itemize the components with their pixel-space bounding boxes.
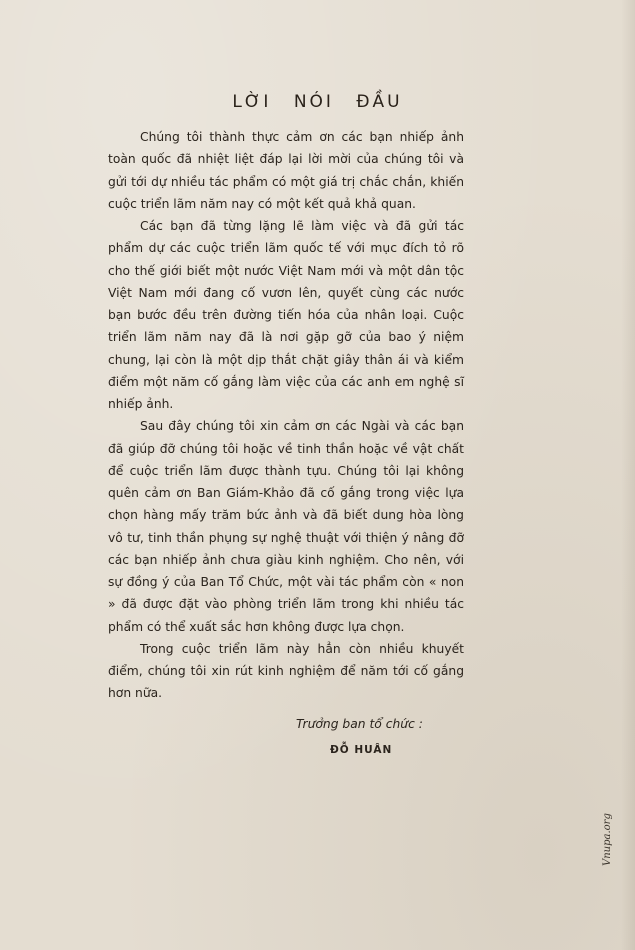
paragraph: Chúng tôi thành thực cảm ơn các bạn nhiếp ảnh toàn quốc đã nhiệt liệt đáp lại lời mời của chúng tôi và gửi tới dự nhiều tác phẩm có một giá trị chắc chắn, khiến cuộc triển lãm năm nay có một kết quả khả quan. <box>108 130 464 211</box>
page-title: LỜI NÓI ĐẦU <box>232 92 403 112</box>
page-edge-shadow <box>621 0 635 950</box>
paragraph: Sau đây chúng tôi xin cảm ơn các Ngài và các bạn đã giúp đỡ chúng tôi hoặc về tinh thần hoặc về vật chất để cuộc triển lãm được thành tựu. Chúng tôi lại không quên cảm ơn Ban Giám-Khảo đã cố gắng trong việc lựa chọn hàng mấy trăm bức ảnh và đã biết dung hòa lòng vô tư, tinh thần phụng sự nghệ thuật với thiện ý nâng đỡ các bạn nhiếp ảnh chưa giàu kinh nghiệm. Cho nên, với sự đồng ý của Ban Tổ Chức, một vài tác phẩm còn « non » đã được đặt vào phòng triển lãm trong khi nhiều tác phẩm có thể xuất sắc hơn không được lựa chọn. <box>108 419 464 634</box>
signature-title: Trưởng ban tổ chức : <box>296 717 423 731</box>
signer-name: ĐỖ HUÂN <box>330 744 393 756</box>
body-text <box>108 126 464 705</box>
watermark: Vnupa.org <box>602 813 613 866</box>
paragraph: Trong cuộc triển lãm này hẳn còn nhiều khuyết điểm, chúng tôi xin rút kinh nghiệm để năm tới cố gắng hơn nữa. <box>108 641 464 701</box>
paragraph: Các bạn đã từng lặng lẽ làm việc và đã gửi tác phẩm dự các cuộc triển lãm quốc tế với mục đích tỏ rõ cho thế giới biết một nước Việt Nam mới và một dân tộc Việt Nam mới đang cố vươn lên, quyết cùng các nước bạn bước đều trên đường tiến hóa của nhân loại. Cuộc triển lãm năm nay đã là nơi gặp gỡ của bao ý niệm chung, lại còn là một dịp thắt chặt giây thân ái và kiểm điểm một năm cố gắng làm việc của các anh em nghệ sĩ nhiếp ảnh. <box>108 219 464 411</box>
